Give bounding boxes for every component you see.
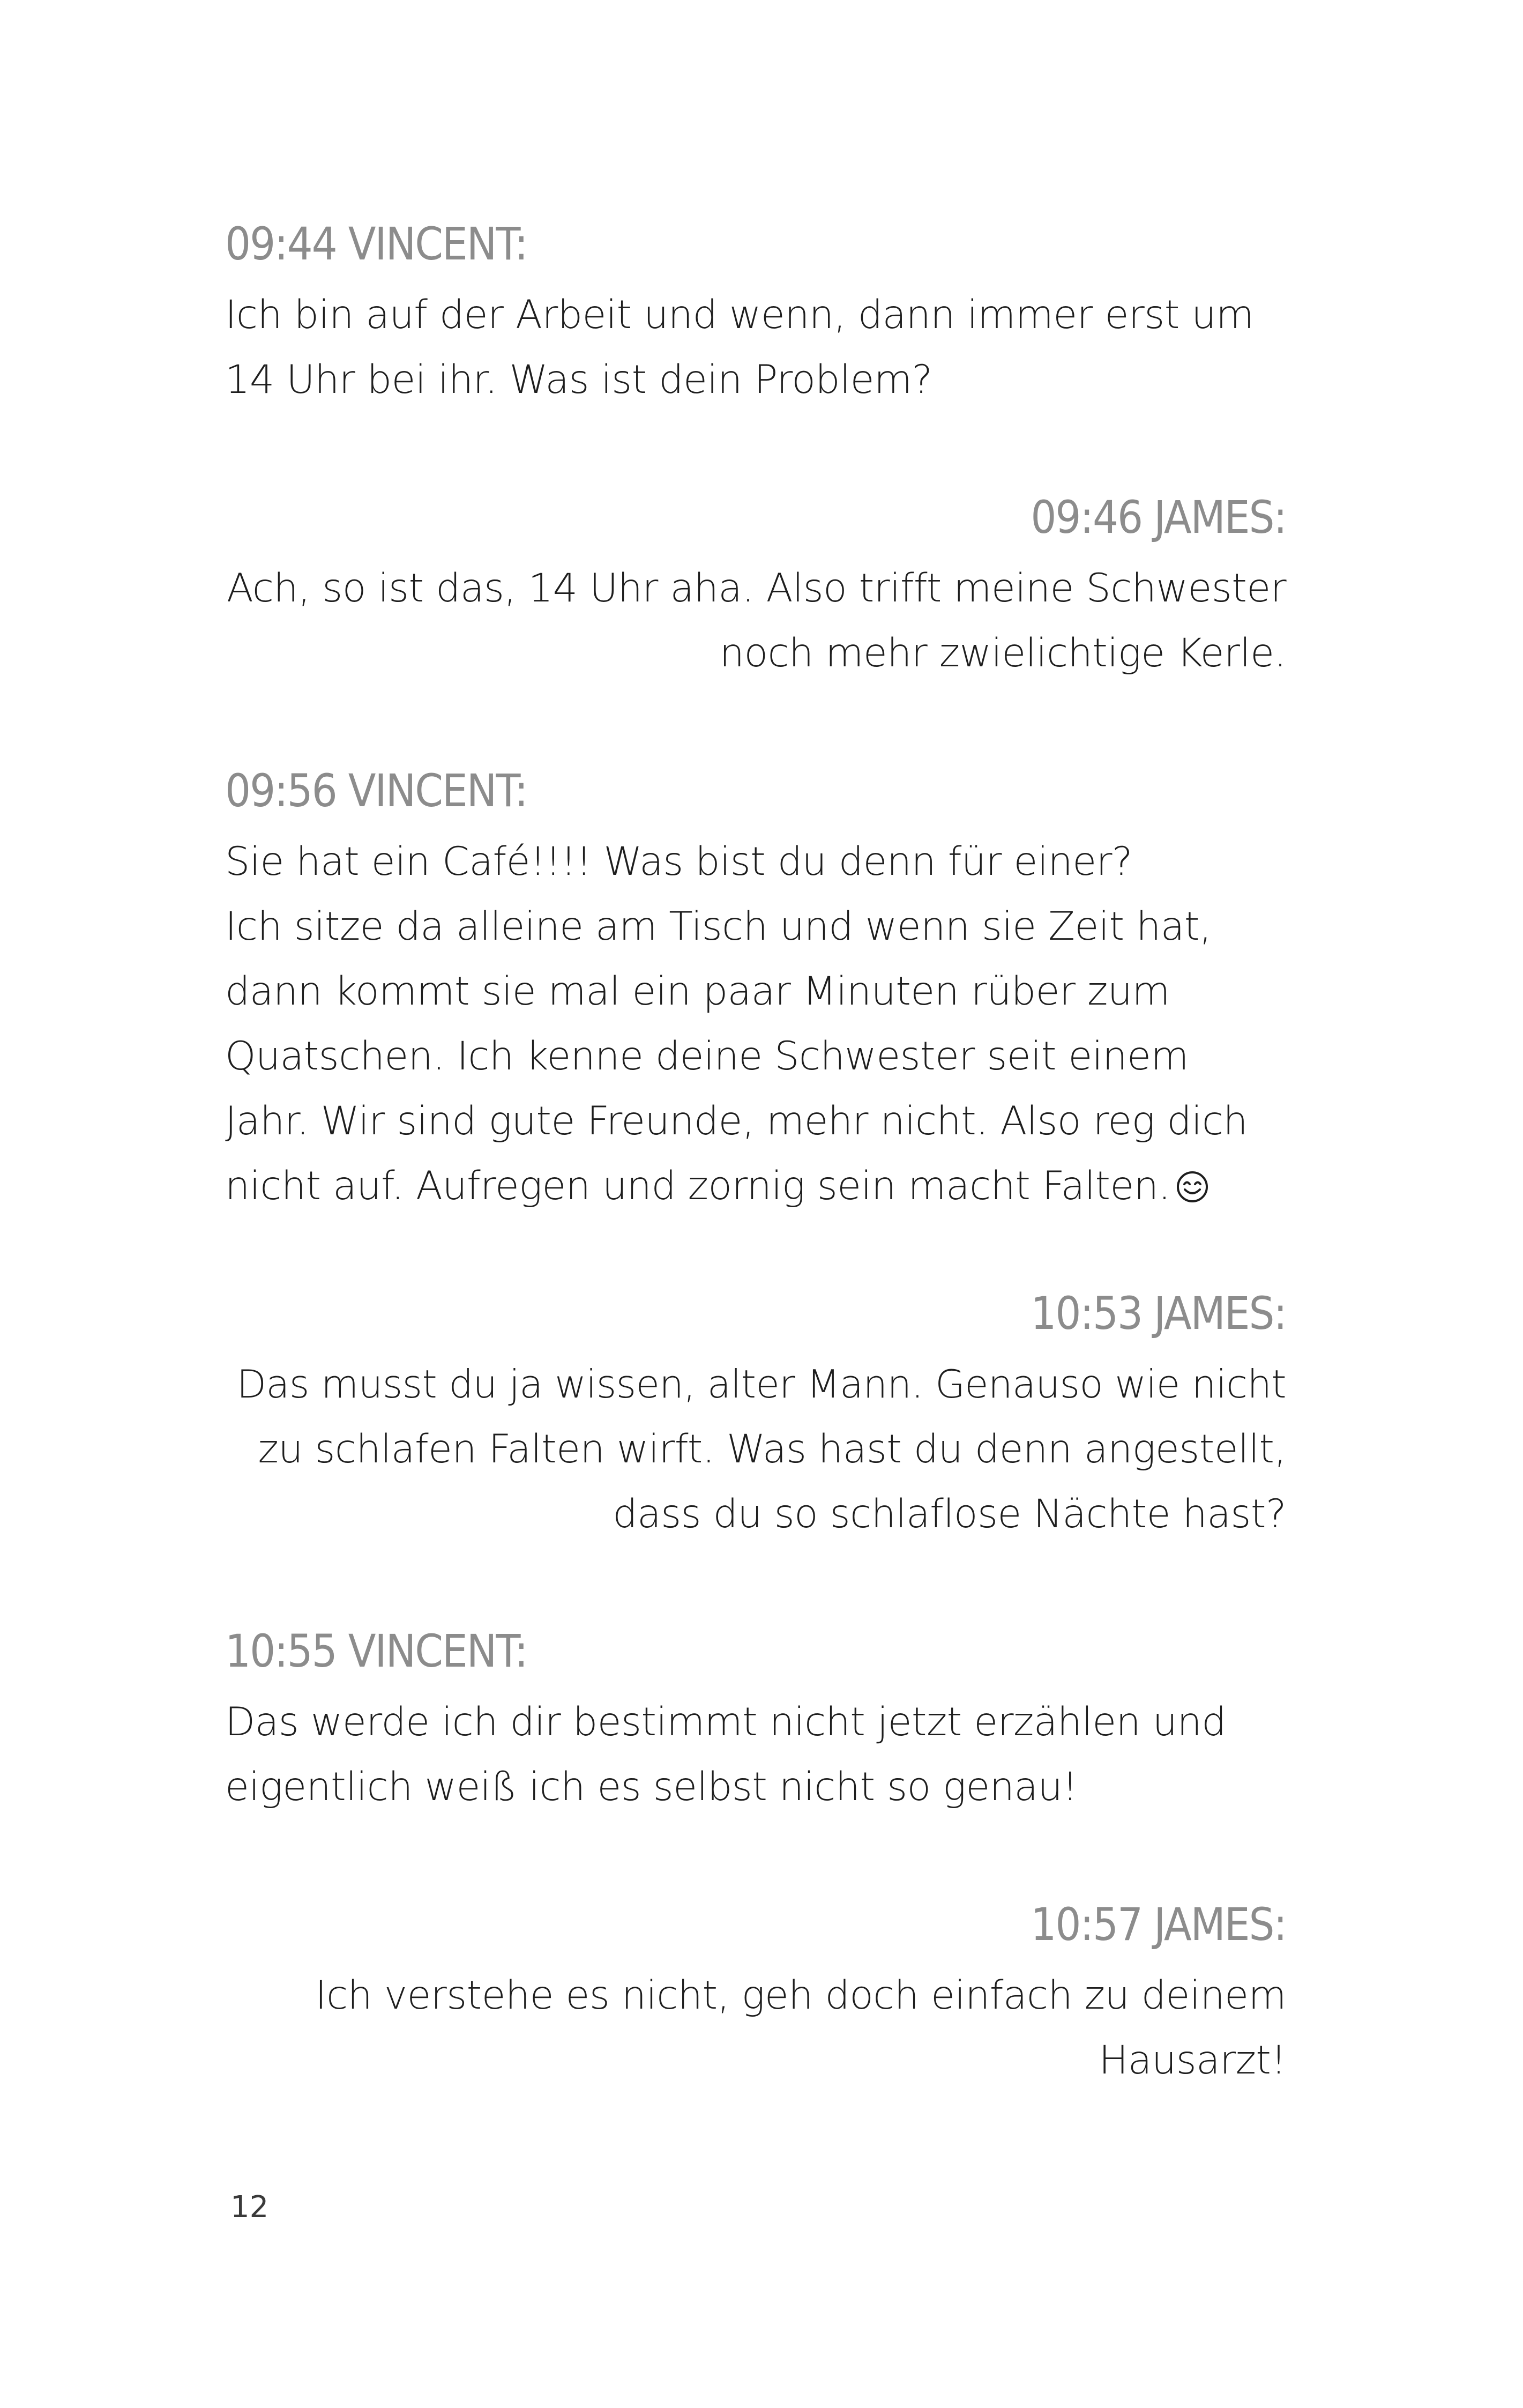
message-line-with-icon	[225, 1154, 1286, 1218]
message-line-text: nicht auf. Aufregen und zornig sein macht Falten.	[225, 1163, 1171, 1209]
page-number: 12	[230, 2190, 269, 2225]
message-header: 10:57 JAMES:	[1031, 1898, 1286, 1951]
message-body	[225, 556, 1286, 686]
message-line: noch mehr zwielichtige Kerle.	[719, 630, 1286, 676]
message-body	[225, 1690, 1286, 1819]
message-line: Ich sitze da alleine am Tisch und wenn sie Zeit hat,	[225, 904, 1212, 949]
message-line: Das werde ich dir bestimmt nicht jetzt erzählen und	[225, 1699, 1226, 1745]
smiley-icon	[1176, 1170, 1209, 1203]
message-body	[225, 283, 1286, 412]
message-header: 09:46 JAMES:	[1031, 491, 1286, 544]
message-line: Ach, so ist das, 14 Uhr aha. Also trifft meine Schwester	[226, 566, 1286, 611]
message-body	[225, 1963, 1286, 2093]
chat-message-james	[225, 1898, 1286, 2093]
message-header: 10:53 JAMES:	[1031, 1287, 1286, 1340]
message-line: Ich verstehe es nicht, geh doch einfach zu deinem	[315, 1973, 1286, 2018]
message-line: zu schlafen Falten wirft. Was hast du denn angestellt,	[258, 1426, 1286, 1472]
message-line: Sie hat ein Café!!!! Was bist du denn für einer?	[225, 839, 1133, 885]
chat-message-james	[225, 490, 1286, 686]
message-header: 09:56 VINCENT:	[225, 764, 527, 817]
message-line: Hausarzt!	[1099, 2038, 1286, 2083]
chat-message-vincent	[225, 217, 1286, 412]
chat-message-james	[225, 1287, 1286, 1547]
message-line: Quatschen. Ich kenne deine Schwester seit einem	[225, 1034, 1189, 1079]
message-line: dann kommt sie mal ein paar Minuten rüber zum	[225, 969, 1170, 1014]
message-header: 09:44 VINCENT:	[225, 218, 527, 270]
message-line: eigentlich weiß ich es selbst nicht so genau!	[225, 1764, 1078, 1810]
message-line: 14 Uhr bei ihr. Was ist dein Problem?	[225, 357, 932, 403]
chat-message-vincent	[225, 764, 1286, 1218]
message-header: 10:55 VINCENT:	[225, 1625, 527, 1677]
message-body	[225, 1352, 1286, 1547]
message-line: Ich bin auf der Arbeit und wenn, dann immer erst um	[225, 292, 1254, 338]
message-line: dass du so schlaflose Nächte hast?	[613, 1491, 1286, 1537]
chat-message-vincent	[225, 1624, 1286, 1819]
message-body	[225, 829, 1286, 1218]
message-line: Das musst du ja wissen, alter Mann. Genauso wie nicht	[236, 1362, 1286, 1407]
message-line: Jahr. Wir sind gute Freunde, mehr nicht. Also reg dich	[225, 1098, 1248, 1144]
